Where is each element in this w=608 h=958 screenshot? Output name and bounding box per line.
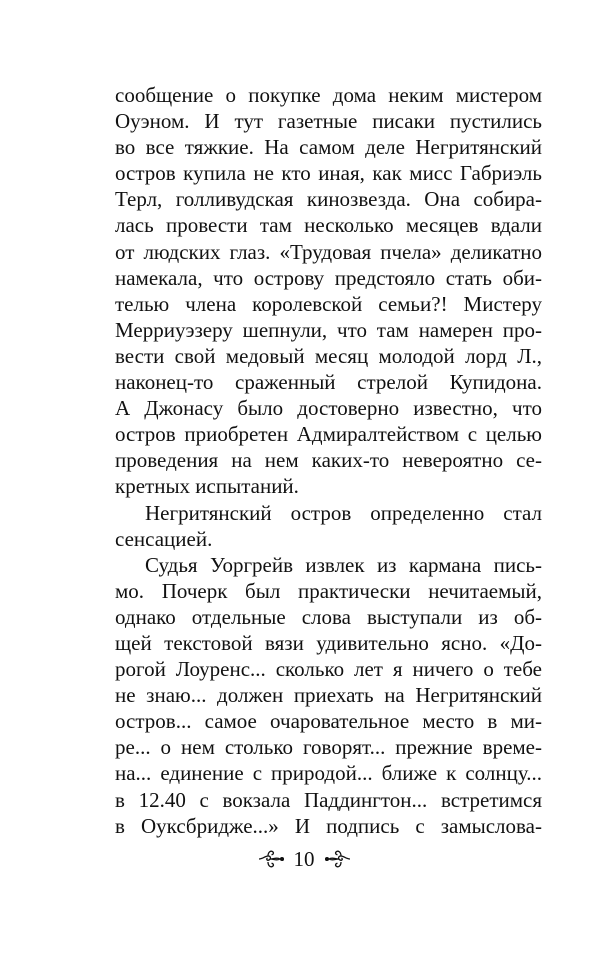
- text-line: щей текстовой вязи удивительно ясно. «До-: [115, 630, 542, 655]
- text-line: ре... о нем столько говорят... прежние време-: [115, 735, 542, 760]
- text-line: наконец-то сраженный стрелой Купидона.: [115, 370, 542, 395]
- text-line: Оуэном. И тут газетные писаки пустились: [115, 109, 542, 134]
- text-line: сообщение о покупке дома неким мистером: [115, 83, 542, 107]
- text-line: однако отдельные слова выступали из об-: [115, 604, 542, 629]
- floral-ornament-icon: [325, 848, 351, 870]
- text-line: сенсацией.: [115, 526, 213, 551]
- page-footer: [0, 848, 608, 870]
- text-line: от людских глаз. «Трудовая пчела» деликатно: [115, 239, 542, 264]
- text-line: остров... самое очаровательное место в ми-: [115, 709, 542, 734]
- text-line: мо. Почерк был практически нечитаемый,: [115, 578, 542, 603]
- text-line: лась провести там несколько месяцев вдали: [115, 213, 542, 238]
- text-line: не знаю... должен приехать на Негритянский: [115, 683, 542, 708]
- text-line: А Джонасу было достоверно известно, что: [115, 396, 542, 421]
- page-number: 10: [293, 847, 315, 871]
- text-line: вести свой медовый месяц молодой лорд Л.,: [115, 343, 542, 368]
- text-line: в 12.40 с вокзала Паддингтон... встретимся: [115, 787, 542, 812]
- text-line: во все тяжкие. На самом деле Негритянский: [115, 135, 542, 160]
- text-line: Судья Уоргрейв извлек из кармана пись-: [145, 552, 542, 577]
- text-line: остров приобретен Адмиралтейством с целью: [115, 422, 542, 447]
- body-text: [115, 82, 542, 839]
- text-line: Мерриуэзеру шепнули, что там намерен про-: [115, 317, 542, 342]
- text-line: остров купила не кто иная, как мисс Габриэль: [115, 161, 542, 186]
- text-line: телью члена королевской семьи?! Мистеру: [115, 291, 542, 316]
- text-line: в Оуксбридже...» И подпись с замыслова-: [115, 813, 542, 838]
- text-line: намекала, что острову предстояло стать оби-: [115, 265, 542, 290]
- text-line: Терл, голливудская кинозвезда. Она собира-: [115, 187, 542, 212]
- text-line: проведения на нем каких-то невероятно се-: [115, 448, 542, 473]
- text-line: кретных испытаний.: [115, 474, 299, 499]
- text-line: на... единение с природой... ближе к солнцу...: [115, 761, 542, 786]
- text-line: Негритянский остров определенно стал: [145, 500, 542, 525]
- text-line: рогой Лоуренс... сколько лет я ничего о тебе: [115, 657, 542, 682]
- floral-ornament-icon: [258, 848, 284, 870]
